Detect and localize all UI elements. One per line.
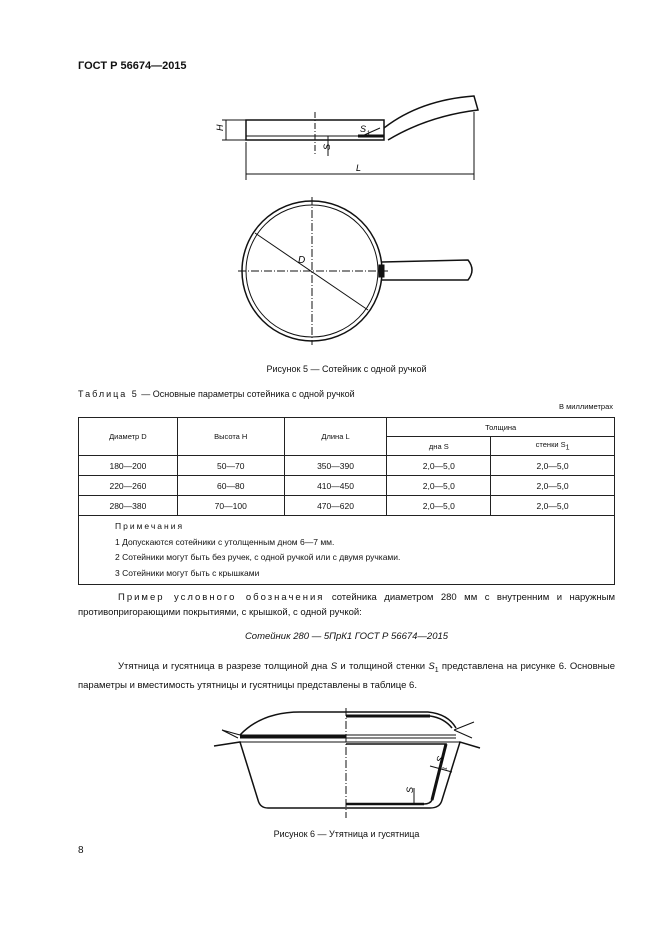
page-number: 8 <box>78 845 84 856</box>
table-cell: 50—70 <box>177 456 284 476</box>
example-paragraph <box>78 590 615 620</box>
figure6-description <box>78 659 615 693</box>
header-wall-sub: 1 <box>565 444 570 452</box>
note-item: 1 Допускаются сотейники с утолщенным дном 6—7 мм. <box>115 536 335 547</box>
table-5-title-prefix: Таблица 5 <box>78 389 139 399</box>
para-symbol-s: S <box>330 661 338 672</box>
table-cell: 70—100 <box>177 496 284 516</box>
header-diameter: Диаметр D <box>79 418 178 456</box>
pan-side-view <box>222 96 478 180</box>
table-row <box>79 496 615 516</box>
label-L: L <box>356 163 362 173</box>
table-cell: 2,0—5,0 <box>491 476 615 496</box>
para-text-2: и толщиной стенки <box>337 661 429 672</box>
label-H: H <box>215 124 225 131</box>
table-cell: 2,0—5,0 <box>387 456 491 476</box>
label-S: S <box>322 143 332 150</box>
table-cell: 180—200 <box>79 456 178 476</box>
para-symbol-s1-sub: 1 <box>434 666 439 674</box>
label-S1-sub-fig6: 1 <box>442 766 449 772</box>
label-S1: S <box>360 124 367 134</box>
table-row <box>79 456 615 476</box>
label-S1-sub: 1 <box>367 131 371 137</box>
table-5-title <box>78 389 355 399</box>
figure-5-caption: Рисунок 5 — Сотейник с одной ручкой <box>266 364 427 374</box>
header-height: Высота H <box>177 418 284 456</box>
figure-6-drawing <box>0 700 661 830</box>
example-lead: Пример условного обозначения <box>118 592 325 603</box>
label-S-fig6: S <box>405 786 415 793</box>
header-wall <box>491 437 615 456</box>
table-cell: 60—80 <box>177 476 284 496</box>
note-item: 3 Сотейники могут быть с крышками <box>115 567 260 578</box>
note-item: 2 Сотейники могут быть без ручек, с одной ручкой или с двумя ручками. <box>115 552 401 562</box>
table-5-title-rest: — Основные параметры сотейника с одной ручкой <box>138 389 355 399</box>
pan-top-view <box>238 197 472 345</box>
table-cell: 220—260 <box>79 476 178 496</box>
notes-heading: Примечания <box>115 521 185 531</box>
header-length: Длина L <box>284 418 387 456</box>
para-symbol-s1: S <box>428 661 435 672</box>
table-5 <box>78 417 615 585</box>
table-cell: 2,0—5,0 <box>491 456 615 476</box>
table-cell: 2,0—5,0 <box>387 476 491 496</box>
header-wall-text: стенки S <box>535 440 566 450</box>
table-notes <box>79 516 615 585</box>
figure-6-caption: Рисунок 6 — Утятница и гусятница <box>273 829 420 839</box>
table-cell: 2,0—5,0 <box>387 496 491 516</box>
label-D: D <box>298 255 306 266</box>
table-row <box>79 476 615 496</box>
header-bottom: дна S <box>387 437 491 456</box>
table-cell: 470—620 <box>284 496 387 516</box>
table-cell: 410—450 <box>284 476 387 496</box>
figure-5-drawing <box>0 0 661 360</box>
label-S1-fig6: S <box>434 754 446 765</box>
table-cell: 350—390 <box>284 456 387 476</box>
table-5-units: В миллиметрах <box>559 402 613 411</box>
header-thickness: Толщина <box>387 418 615 437</box>
table-cell: 280—380 <box>79 496 178 516</box>
table-cell: 2,0—5,0 <box>491 496 615 516</box>
example-designation: Сотейник 280 — 5ПрК1 ГОСТ Р 56674—2015 <box>244 631 449 642</box>
para-text-3: представлена на рисунке 6. Основные параметры и вместимость утятницы и гусятницы представлены в таблице 6. <box>78 661 615 691</box>
para-text-1: Утятница и гусятница в разрезе толщиной дна <box>118 661 331 672</box>
example-text: сотейника диаметром 280 мм с внутренним и наружным противопригорающими покрытиями, с крышкой, с одной ручкой: <box>78 592 615 618</box>
document-header: ГОСТ Р 56674—2015 <box>78 60 187 72</box>
